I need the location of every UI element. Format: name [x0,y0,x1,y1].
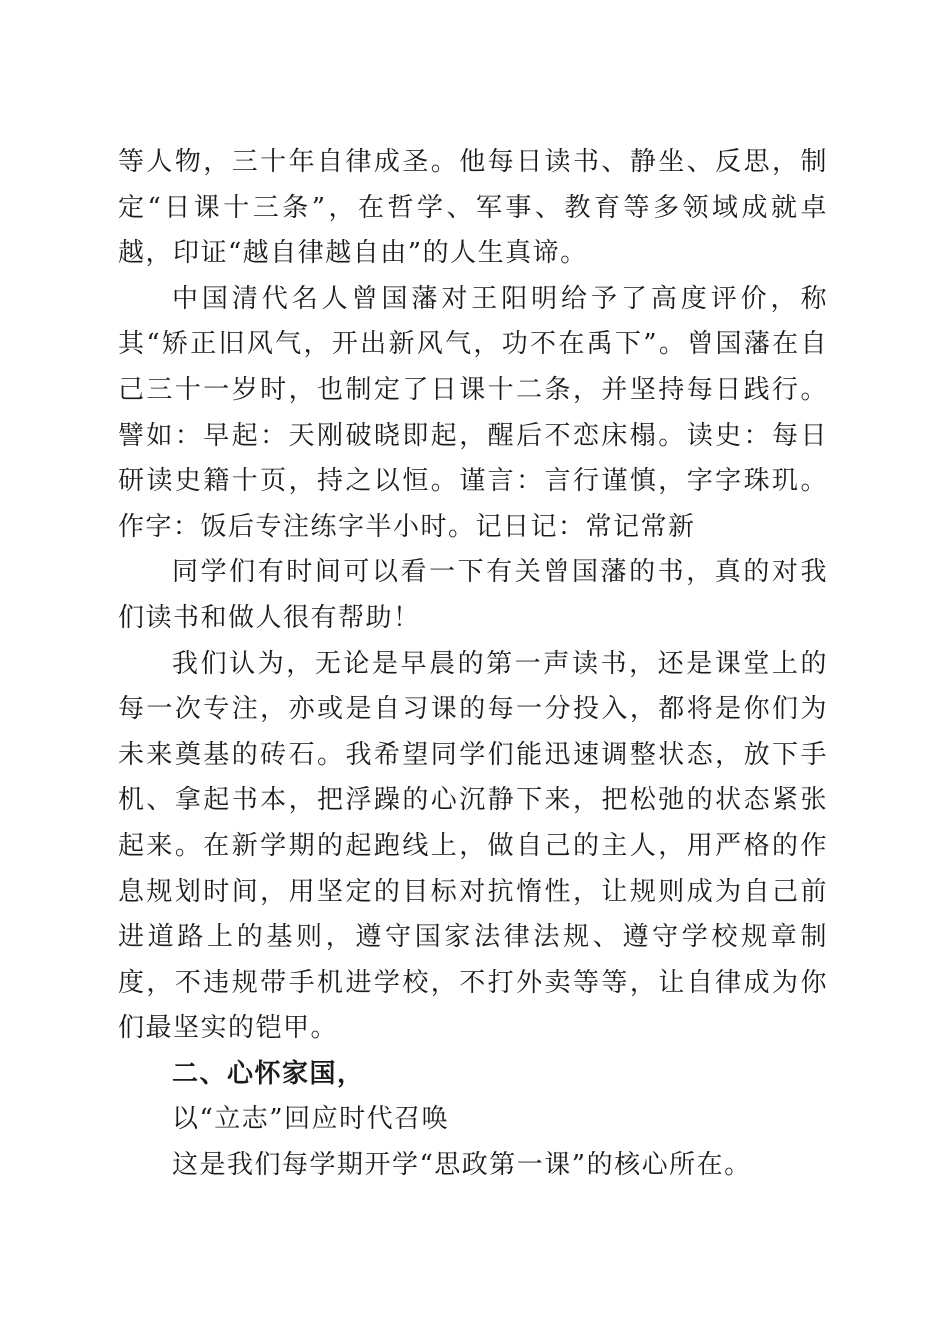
document-page [118,140,828,1189]
paragraph-core: 这是我们每学期开学“思政第一课”的核心所在。 [172,1150,752,1181]
paragraph-recommendation: 同学们有时间可以看一下有关曾国藩的书，真的对我们读书和做人很有帮助！ [118,557,828,633]
section-heading: 二、心怀家国， [172,1058,365,1089]
paragraph-self-discipline: 我们认为，无论是早晨的第一声读书，还是课堂上的每一次专注，亦或是自习课的每一分投入，都将是你们为未来奠基的砖石。我希望同学们能迅速调整状态，放下手机、拿起书本，把浮躁的心沉静下来，把松弛的状态紧张起来。在新学期的起跑线上，做自己的主人，用严格的作息规划时间，用坚定的目标对抗惰性，让规则成为自己前进道路上的基则，遵守国家法律法规、遵守学校规章制度，不违规带手机进学校，不打外卖等等，让自律成为你们最坚实的铠甲。 [118,648,828,1044]
section-subheading: 以“立志”回应时代召唤 [172,1104,450,1135]
paragraph-zeng-guofan: 中国清代名人曾国藩对王阳明给予了高度评价，称其“矫正旧风气，开出新风气，功不在禹下”。曾国藩在自己三十一岁时，也制定了日课十二条，并坚持每日践行。譬如：早起：天刚破晓即起，醒后不恋床榻。读史：每日研读史籍十页，持之以恒。谨言：言行谨慎，字字珠玑。作字：饭后专注练字半小时。记日记：常记常新 [118,283,828,542]
paragraph-continuation: 等人物，三十年自律成圣。他每日读书、静坐、反思，制定“日课十三条”，在哲学、军事、教育等多领域成就卓越，印证“越自律越自由”的人生真谛。 [118,147,828,269]
